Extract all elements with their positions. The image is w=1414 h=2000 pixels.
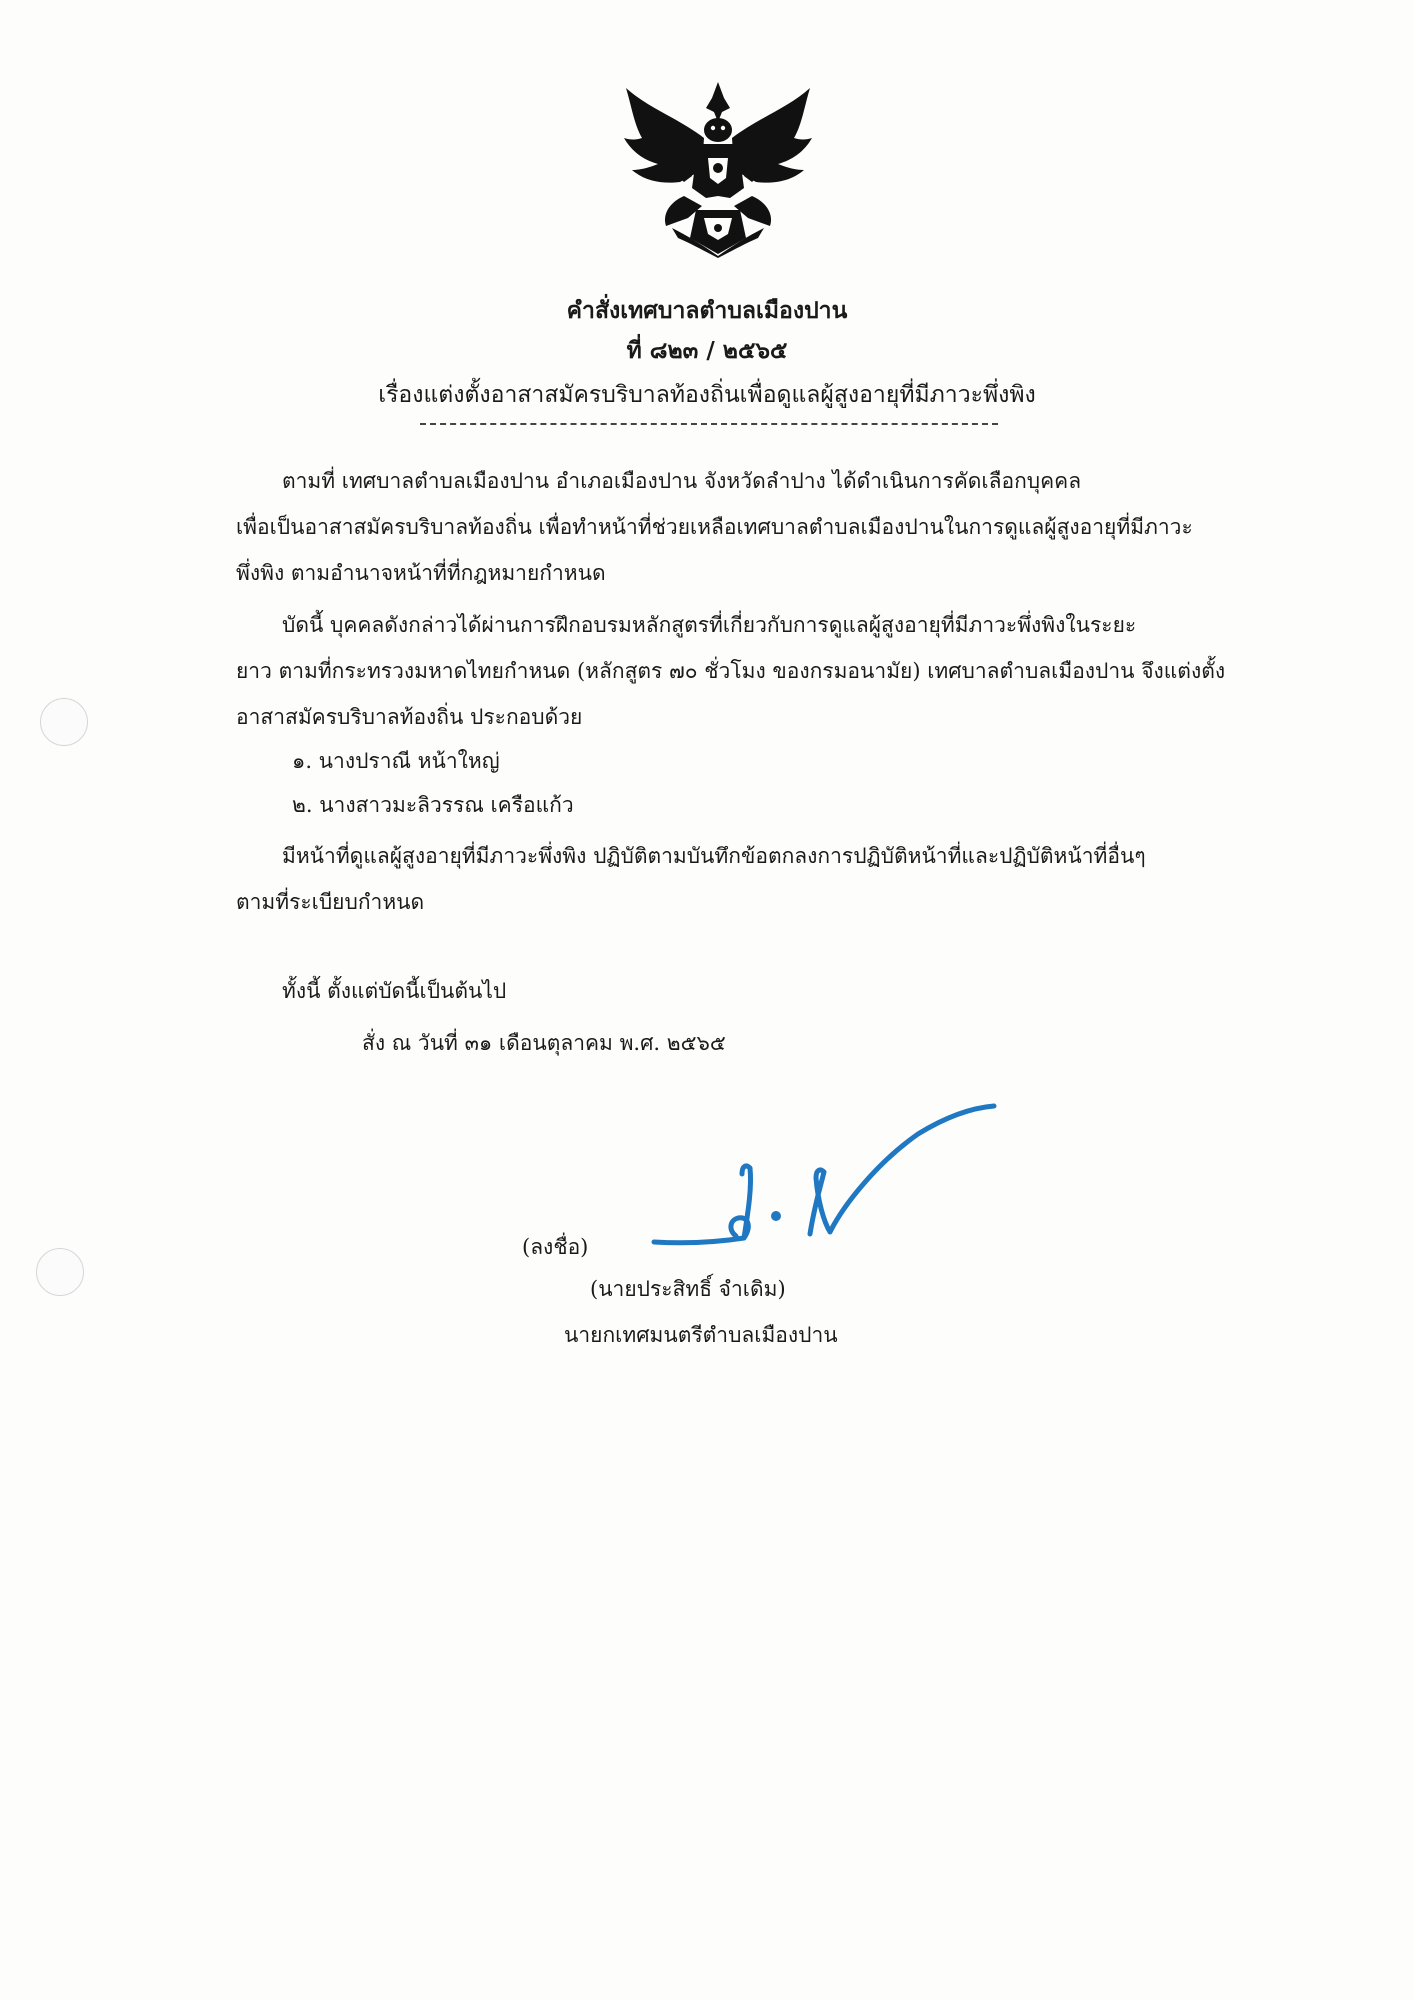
- handwritten-signature-icon: [648, 1092, 1008, 1262]
- paragraph-2-line-1: บัดนี้ บุคคลดังกล่าวได้ผ่านการฝึกอบรมหลักสูตรที่เกี่ยวกับการดูแลผู้สูงอายุที่มีภาวะพึ่งพิงในระยะ: [282, 613, 1137, 637]
- paragraph-1-line-1: ตามที่ เทศบาลตำบลเมืองปาน อำเภอเมืองปาน จังหวัดลำปาง ได้ดำเนินการคัดเลือกบุคคล: [282, 469, 1082, 493]
- garuda-emblem-icon: [618, 78, 818, 258]
- member-list-item: ๑. นางปราณี หน้าใหญ่: [292, 749, 500, 773]
- document-number: ที่ ๘๒๓ / ๒๕๖๕: [626, 337, 788, 364]
- paragraph-1-line-3: พึ่งพิง ตามอำนาจหน้าที่ที่กฎหมายกำหนด: [236, 561, 606, 585]
- document-subject: เรื่องแต่งตั้งอาสาสมัครบริบาลท้องถิ่นเพื่อดูแลผู้สูงอายุที่มีภาวะพึ่งพิง: [378, 382, 1036, 408]
- punch-hole-mark: [36, 1248, 84, 1296]
- paragraph-1-line-2: เพื่อเป็นอาสาสมัครบริบาลท้องถิ่น เพื่อทำหน้าที่ช่วยเหลือเทศบาลตำบลเมืองปานในการดูแลผู้สูงอายุที่มีภาวะ: [236, 515, 1193, 539]
- ordered-date: สั่ง ณ วันที่ ๓๑ เดือนตุลาคม พ.ศ. ๒๕๖๕: [362, 1031, 726, 1055]
- signature-label: (ลงชื่อ): [522, 1235, 589, 1259]
- signer-name: (นายประสิทธิ์ จำเดิม): [590, 1277, 786, 1301]
- document-title: คำสั่งเทศบาลตำบลเมืองปาน: [566, 297, 848, 324]
- paragraph-3-line-1: มีหน้าที่ดูแลผู้สูงอายุที่มีภาวะพึ่งพิง ปฏิบัติตามบันทึกข้อตกลงการปฏิบัติหน้าที่และปฏิบัติหน้าที่อื่นๆ: [282, 844, 1146, 868]
- paragraph-2-line-3: อาสาสมัครบริบาลท้องถิ่น ประกอบด้วย: [236, 705, 583, 729]
- paragraph-3-line-2: ตามที่ระเบียบกำหนด: [236, 890, 425, 914]
- member-list-item: ๒. นางสาวมะลิวรรณ เครือแก้ว: [292, 793, 574, 817]
- effective-statement: ทั้งนี้ ตั้งแต่บัดนี้เป็นต้นไป: [282, 979, 507, 1003]
- punch-hole-mark: [40, 698, 88, 746]
- header-divider: [420, 423, 998, 425]
- signer-position: นายกเทศมนตรีตำบลเมืองปาน: [564, 1323, 838, 1347]
- paragraph-2-line-2: ยาว ตามที่กระทรวงมหาดไทยกำหนด (หลักสูตร ๗๐ ชั่วโมง ของกรมอนามัย) เทศบาลตำบลเมืองปาน จึงแต่งตั้ง: [236, 659, 1226, 683]
